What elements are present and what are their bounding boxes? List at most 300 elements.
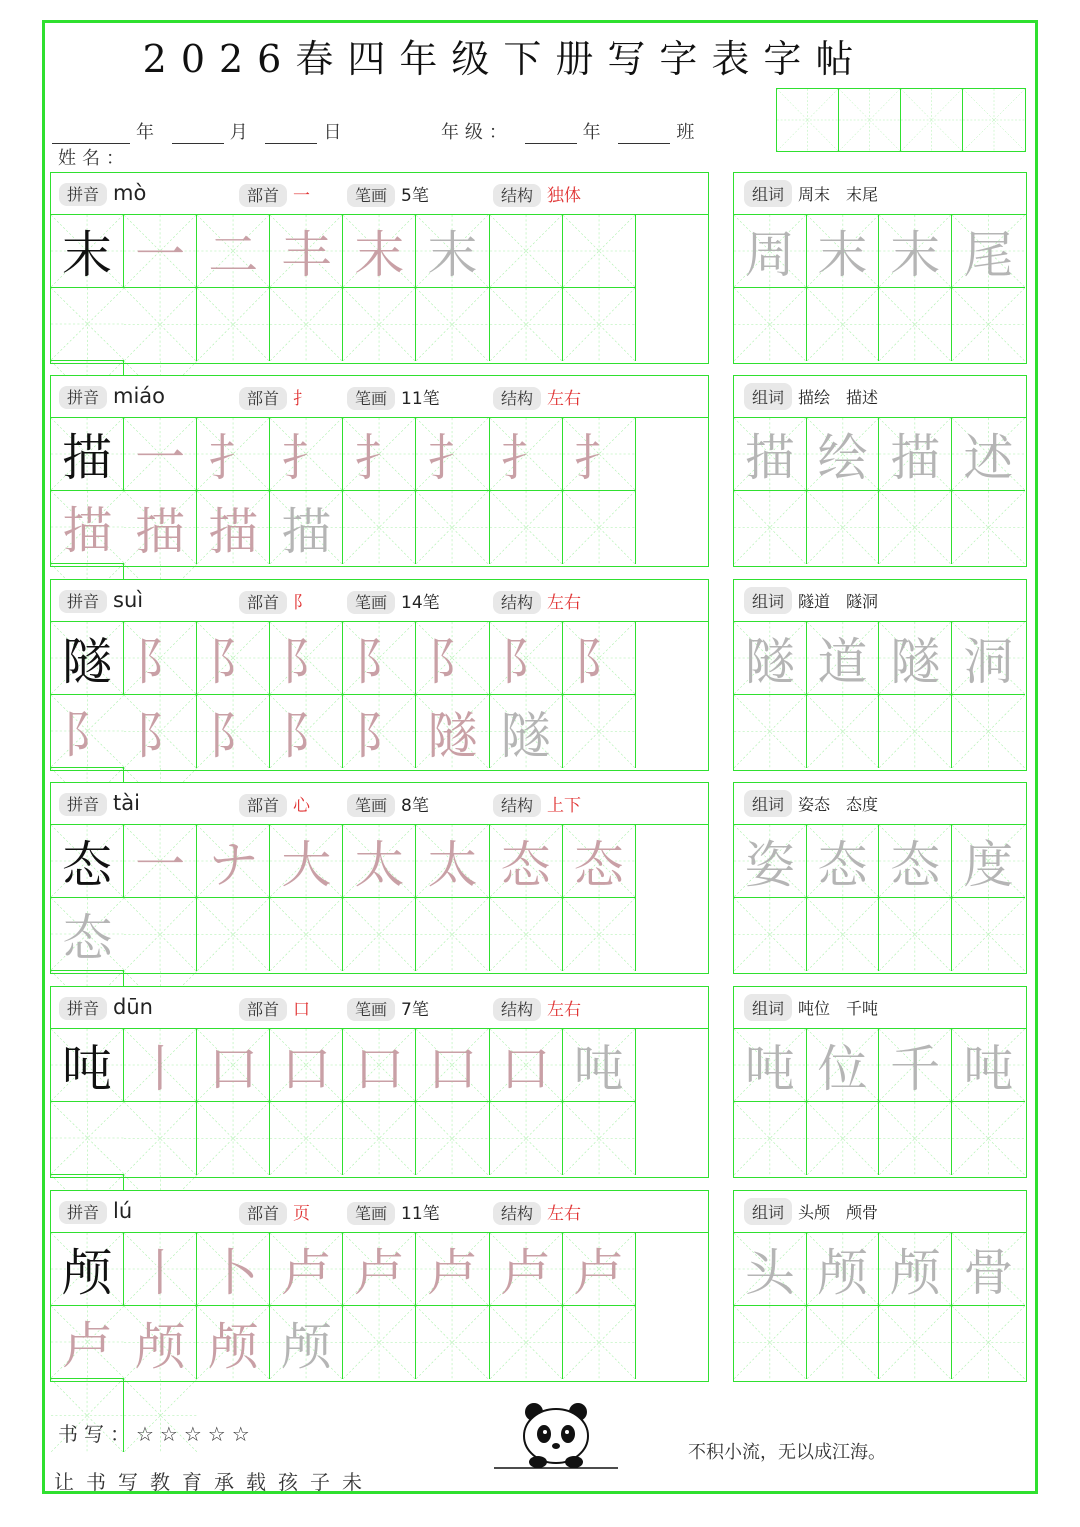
year-blank[interactable] xyxy=(52,121,130,144)
model-char-cell xyxy=(51,825,124,898)
stroke-step-cell xyxy=(343,1029,416,1102)
info-line xyxy=(52,118,772,169)
word-cell[interactable] xyxy=(879,898,952,971)
stroke-step-cell xyxy=(51,1306,124,1379)
words-grid xyxy=(734,825,1026,971)
practice-cell[interactable] xyxy=(270,1102,343,1175)
cell-glyph: 颅 xyxy=(281,1317,332,1376)
practice-cell[interactable] xyxy=(563,288,636,361)
cell-glyph: 太 xyxy=(354,836,405,894)
practice-cell[interactable] xyxy=(197,288,270,361)
cell-glyph: 隧 xyxy=(62,633,113,691)
word-cell[interactable] xyxy=(734,898,807,971)
structure-value: 左右 xyxy=(547,1204,582,1224)
word-cell xyxy=(807,1233,880,1306)
cell-glyph: ナ xyxy=(208,836,259,894)
words-panel xyxy=(733,986,1027,1178)
stroke-step-cell xyxy=(416,1233,489,1306)
cell-glyph: 吨 xyxy=(573,1040,624,1098)
cell-glyph: 阝 xyxy=(354,633,405,691)
month-blank[interactable] xyxy=(172,121,224,144)
cell-glyph: 尾 xyxy=(963,226,1014,284)
structure-tag: 结构 xyxy=(493,184,541,207)
stroke-step-cell xyxy=(270,418,343,491)
stroke-step-cell xyxy=(343,418,416,491)
word-cell[interactable] xyxy=(734,1102,807,1175)
practice-cell[interactable] xyxy=(563,695,636,768)
words-panel xyxy=(733,782,1027,974)
stroke-step-cell xyxy=(197,1306,270,1379)
practice-cell[interactable] xyxy=(197,1102,270,1175)
stroke-step-cell xyxy=(124,1233,197,1306)
word-cell[interactable] xyxy=(952,1306,1025,1379)
pinyin-tag: 拼音 xyxy=(59,386,107,409)
cell-glyph: 末 xyxy=(427,226,478,284)
word-cell xyxy=(734,825,807,898)
cell-glyph: 态 xyxy=(817,836,868,894)
stroke-step-cell xyxy=(270,1233,343,1306)
cell-glyph: 态 xyxy=(890,836,941,894)
words-header xyxy=(734,987,1026,1029)
pinyin-value: suì xyxy=(113,588,144,612)
stroke-step-cell xyxy=(51,898,124,971)
cell-glyph: 千 xyxy=(890,1040,941,1098)
word-cell xyxy=(734,1029,807,1102)
practice-cell[interactable] xyxy=(343,898,416,971)
strokes-value: 14笔 xyxy=(401,593,440,613)
cell-glyph: 口 xyxy=(500,1040,551,1098)
words-value: 隧道 隧洞 xyxy=(798,592,879,611)
cell-glyph: 口 xyxy=(354,1040,405,1098)
day-label: 日 xyxy=(323,122,348,143)
model-char-cell xyxy=(51,1029,124,1102)
cell-glyph: 述 xyxy=(963,429,1014,487)
word-cell xyxy=(734,1233,807,1306)
cell-glyph: 吨 xyxy=(963,1040,1014,1098)
structure-value: 左右 xyxy=(547,593,582,613)
words-tag: 组词 xyxy=(744,180,792,207)
structure-value: 上下 xyxy=(547,796,582,816)
stroke-step-cell xyxy=(51,695,124,768)
cell-glyph: 度 xyxy=(963,836,1014,894)
radical-tag: 部首 xyxy=(239,591,287,614)
cell-glyph: 道 xyxy=(817,633,868,691)
stroke-step-cell xyxy=(197,695,270,768)
cell-glyph: 扌 xyxy=(208,429,259,487)
stroke-step-cell xyxy=(270,825,343,898)
stroke-step-cell xyxy=(416,622,489,695)
practice-cell[interactable] xyxy=(416,491,489,564)
practice-cell[interactable] xyxy=(197,898,270,971)
stroke-step-cell xyxy=(124,622,197,695)
radical-value: 页 xyxy=(293,1204,311,1224)
word-cell[interactable] xyxy=(734,491,807,564)
strokes-value: 8笔 xyxy=(401,796,429,816)
practice-cell[interactable] xyxy=(416,898,489,971)
practice-cell[interactable] xyxy=(124,1102,197,1175)
cell-glyph: 颅 xyxy=(62,1244,113,1302)
word-cell xyxy=(807,418,880,491)
word-cell[interactable] xyxy=(952,695,1025,768)
cell-glyph: 描 xyxy=(208,502,259,561)
cell-glyph: 洞 xyxy=(963,633,1014,691)
word-cell xyxy=(807,622,880,695)
stroke-step-cell xyxy=(490,1233,563,1306)
words-header xyxy=(734,173,1026,215)
practice-cell[interactable] xyxy=(563,1102,636,1175)
cell-glyph: 描 xyxy=(62,502,113,560)
radical-tag: 部首 xyxy=(239,387,287,410)
practice-cell[interactable] xyxy=(124,288,197,361)
cell-glyph: 颅 xyxy=(890,1244,941,1302)
practice-cell[interactable] xyxy=(416,1102,489,1175)
practice-cell[interactable] xyxy=(490,1306,563,1379)
quote: 不积小流，无以成江海。 xyxy=(688,1442,886,1463)
word-cell xyxy=(952,215,1025,288)
radical-tag: 部首 xyxy=(239,794,287,817)
char-header xyxy=(51,1191,708,1233)
word-cell xyxy=(734,418,807,491)
cell-glyph: 阝 xyxy=(281,706,332,765)
cell-glyph: 姿 xyxy=(744,836,795,894)
stroke-step-cell xyxy=(343,695,416,768)
structure-value: 独体 xyxy=(547,186,582,206)
word-cell[interactable] xyxy=(952,898,1025,971)
words-panel xyxy=(733,579,1027,771)
radical-value: 心 xyxy=(293,796,311,816)
pinyin-tag: 拼音 xyxy=(59,1201,107,1224)
slogan: 让书写教育承载孩子未 xyxy=(54,1470,374,1494)
pinyin-tag: 拼音 xyxy=(59,183,107,206)
cell-glyph: 描 xyxy=(62,429,113,487)
char-header xyxy=(51,783,708,825)
stroke-step-cell xyxy=(197,825,270,898)
name-writing-grid[interactable] xyxy=(776,88,1026,152)
structure-value: 左右 xyxy=(547,389,582,409)
stroke-step-cell xyxy=(124,695,197,768)
word-cell[interactable] xyxy=(734,1306,807,1379)
practice-panel xyxy=(50,375,709,567)
stroke-step-cell xyxy=(490,418,563,491)
word-cell xyxy=(807,825,880,898)
cell-glyph: 卢 xyxy=(354,1244,405,1302)
stroke-step-cell xyxy=(490,825,563,898)
practice-cell[interactable] xyxy=(270,288,343,361)
practice-cell[interactable] xyxy=(343,1306,416,1379)
name-cell[interactable] xyxy=(777,89,839,151)
cell-glyph: 阝 xyxy=(500,633,551,691)
cell-glyph: 隧 xyxy=(744,633,795,691)
radical-value: 口 xyxy=(293,1000,311,1020)
radical-value: 一 xyxy=(293,186,311,206)
words-grid xyxy=(734,418,1026,564)
strokes-tag: 笔画 xyxy=(347,1202,395,1225)
word-cell[interactable] xyxy=(952,288,1025,361)
structure-tag: 结构 xyxy=(493,591,541,614)
practice-cell[interactable] xyxy=(563,898,636,971)
cell-glyph: 周 xyxy=(744,226,795,284)
practice-cell[interactable] xyxy=(563,1306,636,1379)
stroke-step-cell xyxy=(51,491,124,564)
practice-cell[interactable] xyxy=(270,898,343,971)
pinyin-tag: 拼音 xyxy=(59,590,107,613)
word-cell[interactable] xyxy=(807,1306,880,1379)
cell-glyph: 描 xyxy=(135,502,186,561)
words-header xyxy=(734,376,1026,418)
word-cell[interactable] xyxy=(879,1102,952,1175)
word-cell[interactable] xyxy=(879,695,952,768)
structure-tag: 结构 xyxy=(493,794,541,817)
word-cell xyxy=(952,418,1025,491)
practice-cell[interactable] xyxy=(490,1102,563,1175)
practice-cell[interactable] xyxy=(563,491,636,564)
strokes-tag: 笔画 xyxy=(347,387,395,410)
cell-glyph: 太 xyxy=(427,836,478,894)
word-cell xyxy=(879,1029,952,1102)
cell-glyph: 扌 xyxy=(427,429,478,487)
practice-cell[interactable] xyxy=(343,491,416,564)
stroke-step-cell xyxy=(270,695,343,768)
cell-glyph: 吨 xyxy=(62,1040,113,1098)
cell-glyph: 丨 xyxy=(135,1040,186,1098)
stroke-step-cell xyxy=(197,491,270,564)
name-cell[interactable] xyxy=(901,89,963,151)
word-cell xyxy=(879,215,952,288)
stroke-step-cell xyxy=(563,418,636,491)
word-cell[interactable] xyxy=(879,491,952,564)
word-cell[interactable] xyxy=(807,898,880,971)
stroke-step-cell xyxy=(197,622,270,695)
cell-glyph: 态 xyxy=(500,836,551,894)
word-cell[interactable] xyxy=(879,1306,952,1379)
stroke-step-cell xyxy=(124,491,197,564)
cell-glyph: 卜 xyxy=(208,1244,259,1302)
stroke-step-cell xyxy=(416,695,489,768)
practice-panel xyxy=(50,172,709,364)
rating-stars[interactable]: ☆☆☆☆☆ xyxy=(136,1422,256,1446)
radical-value: 阝 xyxy=(293,593,311,613)
stroke-step-cell xyxy=(490,622,563,695)
cell-glyph: 卢 xyxy=(281,1244,332,1302)
strokes-tag: 笔画 xyxy=(347,591,395,614)
word-cell[interactable] xyxy=(734,695,807,768)
word-cell xyxy=(734,215,807,288)
cell-glyph: 头 xyxy=(744,1244,795,1302)
cell-glyph: 二 xyxy=(208,226,259,284)
cell-glyph: 扌 xyxy=(354,429,405,487)
cell-glyph: 描 xyxy=(744,429,795,487)
pinyin-tag: 拼音 xyxy=(59,793,107,816)
cell-glyph: 隧 xyxy=(427,706,478,765)
practice-cell[interactable] xyxy=(490,288,563,361)
strokes-tag: 笔画 xyxy=(347,184,395,207)
grade-suffix: 年 xyxy=(582,122,607,143)
words-tag: 组词 xyxy=(744,1198,792,1225)
grade-blank[interactable] xyxy=(525,121,577,144)
practice-cell[interactable] xyxy=(490,215,563,288)
cell-glyph: 骨 xyxy=(963,1244,1014,1302)
stroke-step-cell xyxy=(197,418,270,491)
cell-glyph: 阝 xyxy=(427,633,478,691)
practice-cell[interactable] xyxy=(416,1306,489,1379)
stroke-step-cell xyxy=(416,418,489,491)
cell-glyph: 卢 xyxy=(62,1317,113,1375)
practice-cell[interactable] xyxy=(343,288,416,361)
words-grid xyxy=(734,622,1026,768)
cell-glyph: 末 xyxy=(354,226,405,284)
word-cell xyxy=(952,1029,1025,1102)
char-header xyxy=(51,987,708,1029)
name-cell[interactable] xyxy=(839,89,901,151)
practice-cell[interactable] xyxy=(343,1102,416,1175)
radical-value: 扌 xyxy=(293,389,311,409)
pinyin-value: tài xyxy=(113,791,140,815)
practice-cell[interactable] xyxy=(490,898,563,971)
word-cell[interactable] xyxy=(952,491,1025,564)
cell-glyph: 隧 xyxy=(500,706,551,765)
word-cell[interactable] xyxy=(879,288,952,361)
strokes-tag: 笔画 xyxy=(347,998,395,1021)
model-char-cell xyxy=(51,418,124,491)
cell-glyph: 阝 xyxy=(62,706,113,764)
radical-tag: 部首 xyxy=(239,1202,287,1225)
stroke-step-cell xyxy=(416,1029,489,1102)
stroke-step-cell xyxy=(563,1029,636,1102)
stroke-step-cell xyxy=(490,695,563,768)
day-blank[interactable] xyxy=(265,121,317,144)
month-label: 月 xyxy=(229,122,254,143)
practice-panel xyxy=(50,1190,709,1382)
word-cell[interactable] xyxy=(807,288,880,361)
words-header xyxy=(734,1191,1026,1233)
cell-glyph: 丰 xyxy=(281,226,332,284)
cell-glyph: 一 xyxy=(135,226,186,284)
practice-cell[interactable] xyxy=(51,1102,124,1175)
stroke-step-cell xyxy=(343,825,416,898)
structure-tag: 结构 xyxy=(493,998,541,1021)
cell-glyph: 扌 xyxy=(500,429,551,487)
stroke-step-cell xyxy=(197,1029,270,1102)
word-cell[interactable] xyxy=(734,288,807,361)
cell-glyph: 末 xyxy=(890,226,941,284)
word-cell xyxy=(952,622,1025,695)
cell-glyph: 卢 xyxy=(427,1244,478,1302)
word-cell xyxy=(807,215,880,288)
word-cell xyxy=(879,1233,952,1306)
words-tag: 组词 xyxy=(744,790,792,817)
words-value: 姿态 态度 xyxy=(798,795,879,814)
strokes-value: 5笔 xyxy=(401,186,429,206)
char-header xyxy=(51,376,708,418)
words-grid xyxy=(734,215,1026,361)
practice-cell[interactable] xyxy=(124,898,197,971)
cell-glyph: 卢 xyxy=(573,1244,624,1302)
structure-tag: 结构 xyxy=(493,1202,541,1225)
words-header xyxy=(734,783,1026,825)
strokes-value: 11笔 xyxy=(401,1204,440,1224)
cell-glyph: 扌 xyxy=(573,429,624,487)
model-char-cell xyxy=(51,1233,124,1306)
words-value: 描绘 描述 xyxy=(798,388,879,407)
structure-tag: 结构 xyxy=(493,387,541,410)
stroke-step-cell xyxy=(416,825,489,898)
cell-glyph: 隧 xyxy=(890,633,941,691)
cell-glyph: 绘 xyxy=(817,429,868,487)
word-cell xyxy=(952,825,1025,898)
cell-glyph: 描 xyxy=(281,502,332,561)
strokes-value: 7笔 xyxy=(401,1000,429,1020)
stroke-step-cell xyxy=(270,491,343,564)
words-value: 吨位 千吨 xyxy=(798,999,879,1018)
word-cell xyxy=(879,418,952,491)
stroke-step-cell xyxy=(563,825,636,898)
model-char-cell xyxy=(51,622,124,695)
words-tag: 组词 xyxy=(744,383,792,410)
class-label: 班 xyxy=(676,122,701,143)
cell-glyph: 颅 xyxy=(208,1317,259,1376)
name-cell[interactable] xyxy=(963,89,1025,151)
cell-glyph: 卢 xyxy=(500,1244,551,1302)
cell-glyph: 吨 xyxy=(744,1040,795,1098)
rating xyxy=(58,1418,256,1447)
stroke-step-cell xyxy=(124,215,197,288)
stroke-step-cell xyxy=(270,215,343,288)
char-header xyxy=(51,173,708,215)
word-cell[interactable] xyxy=(807,1102,880,1175)
class-blank[interactable] xyxy=(618,121,670,144)
radical-tag: 部首 xyxy=(239,998,287,1021)
stroke-step-cell xyxy=(270,1306,343,1379)
cell-glyph: 口 xyxy=(427,1040,478,1098)
word-cell[interactable] xyxy=(952,1102,1025,1175)
stroke-step-cell xyxy=(563,1233,636,1306)
name-label: 姓名： xyxy=(58,148,130,169)
word-cell[interactable] xyxy=(807,695,880,768)
cell-glyph: 阝 xyxy=(281,633,332,691)
cell-glyph: 末 xyxy=(817,226,868,284)
practice-cell[interactable] xyxy=(51,288,124,361)
cell-glyph: 位 xyxy=(817,1040,868,1098)
stroke-step-cell xyxy=(270,1029,343,1102)
practice-panel xyxy=(50,579,709,771)
practice-cell[interactable] xyxy=(490,491,563,564)
practice-cell[interactable] xyxy=(563,215,636,288)
cell-glyph: 态 xyxy=(573,836,624,894)
word-cell xyxy=(879,622,952,695)
stroke-step-cell xyxy=(490,1029,563,1102)
words-panel xyxy=(733,375,1027,567)
word-cell[interactable] xyxy=(807,491,880,564)
cell-glyph: 态 xyxy=(62,909,113,967)
stroke-step-cell xyxy=(343,622,416,695)
stroke-step-cell xyxy=(124,418,197,491)
cell-glyph: 颅 xyxy=(135,1317,186,1376)
practice-panel xyxy=(50,782,709,974)
year-label: 年 xyxy=(136,122,160,143)
stroke-step-cell xyxy=(270,622,343,695)
stroke-step-cell xyxy=(197,215,270,288)
words-value: 周末 末尾 xyxy=(798,185,879,204)
cell-glyph: 态 xyxy=(62,836,113,894)
cell-glyph: 口 xyxy=(208,1040,259,1098)
words-grid xyxy=(734,1233,1026,1379)
page-title: 2026春四年级下册写字表字帖 xyxy=(142,37,868,81)
radical-tag: 部首 xyxy=(239,184,287,207)
stroke-step-cell xyxy=(124,1306,197,1379)
practice-cell[interactable] xyxy=(416,288,489,361)
word-cell xyxy=(807,1029,880,1102)
word-cell xyxy=(734,622,807,695)
